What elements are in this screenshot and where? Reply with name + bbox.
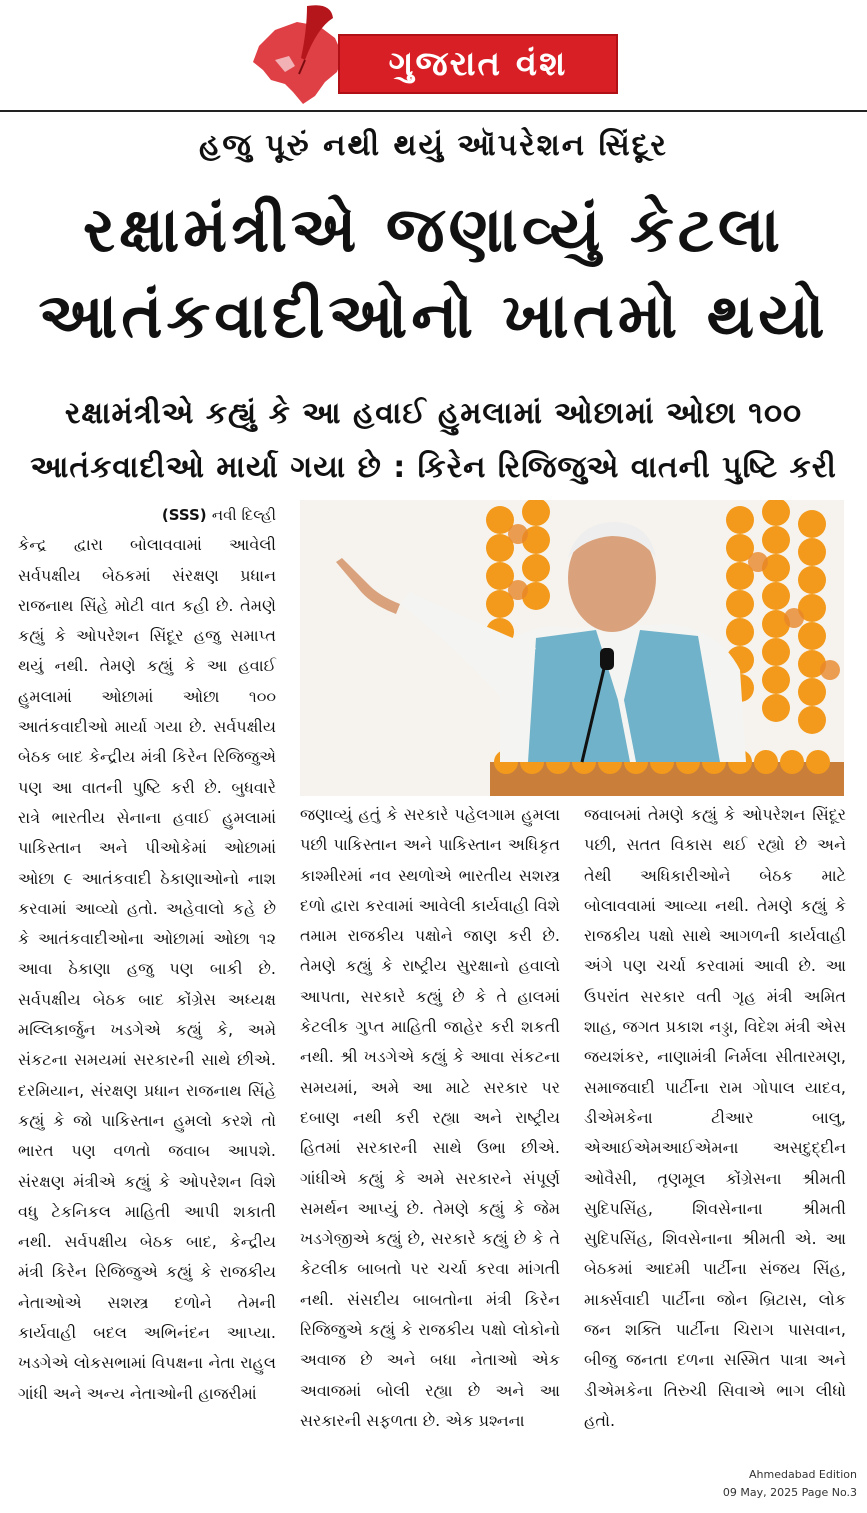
edition-label: Ahmedabad Edition — [749, 1468, 857, 1481]
dateline — [18, 500, 276, 530]
headline-kicker: હજુ પૂરું નથી થયું ઑપરેશન સિંદૂર — [199, 128, 668, 163]
news-source: (SSS) — [161, 506, 207, 524]
article-text-col1: કેન્દ્ર દ્વારા બોલાવવામાં આવેલી સર્વપક્ષીય બેઠકમાં સંરક્ષણ પ્રધાન રાજનાથ સિંહે મોટી વાત કહી છે. તેમણે કહ્યું કે ઓપરેશન સિંદૂર હજુ સમાપ્ત થયું નથી. તેમણે કહ્યું કે આ હવાઈ હુમલામાં ઓછામાં ઓછા ૧૦૦ આતંકવાદીઓ માર્યા ગયા છે. સર્વપક્ષીય બેઠક બાદ કેન્દ્રીય મંત્રી કિરેન રિજિજુએ પણ આ વાતની પુષ્ટિ કરી છે. બુધવારે રાત્રે ભારતીય સેનાના હવાઈ હુમલામાં પાકિસ્તાન અને પીઓકેમાં ઓછામાં ઓછા ૯ આતંકવાદી ઠેકાણાઓનો નાશ કરવામાં આવ્યો હતો. અહેવાલો કહે છે કે આતંકવાદીઓના ઓછામાં ઓછા ૧૨ આવા ઠેકાણા હજુ પણ બાકી છે. સર્વપક્ષીય બેઠક બાદ કોંગ્રેસ અધ્યક્ષ મલ્લિકાર્જુન ખડગેએ કહ્યું કે, અમે સંકટના સમયમાં સરકારની સાથે છીએ. દરમિયાન, સંરક્ષણ પ્રધાન રાજનાથ સિંહે કહ્યું કે જો પાકિસ્તાન હુમલો કરશે તો ભારત પણ વળતો જવાબ આપશે. સંરક્ષણ મંત્રીએ કહ્યું કે ઓપરેશન વિશે વધુ ટેકનિકલ માહિતી આપી શકાતી નથી. સર્વપક્ષીય બેઠક બાદ, કેન્દ્રીય મંત્રી કિરેન રિજિજુએ કહ્યું કે રાજકીય નેતાઓએ સશસ્ત્ર દળોને તેમની કાર્યવાહી બદલ અભિનંદન આપ્યા. ખડગેએ લોકસભામાં વિપક્ષના નેતા રાહુલ ગાંધી અને અન્ય નેતાઓની હાજરીમાં — [18, 535, 276, 1403]
article-column-3 — [584, 800, 846, 1436]
article-text-col2: જણાવ્યું હતું કે સરકારે પહેલગામ હુમલા પછી પાકિસ્તાન અને પાકિસ્તાન અધિકૃત કાશ્મીરમાં નવ સ્થળોએ ભારતીય સશસ્ત્ર દળો દ્વારા કરવામાં આવેલી કાર્યવાહી વિશે તમામ રાજકીય પક્ષોને જાણ કરી છે. તેમણે કહ્યું કે રાષ્ટ્રીય સુરક્ષાનો હવાલો આપતા, સરકારે કહ્યું છે કે તે હાલમાં કેટલીક ગુપ્ત માહિતી જાહેર કરી શકતી નથી. શ્રી ખડગેએ કહ્યું કે આવા સંકટના સમયમાં, અમે આ માટે સરકાર પર દબાણ નથી કરી રહ્યા અને રાષ્ટ્રીય હિતમાં સરકારની સાથે ઉભા છીએ. ગાંધીએ કહ્યું કે અમે સરકારને સંપૂર્ણ સમર્થન આપ્યું છે. તેમણે કહ્યું કે જેમ ખડગેજીએ કહ્યું છે, સરકારે કહ્યું છે કે તે કેટલીક બાબતો પર ચર્ચા કરવા માંગતી નથી. સંસદીય બાબતોના મંત્રી કિરેન રિજિજુએ કહ્યું કે રાજકીય પક્ષો લોકોનો અવાજ છે અને બધા નેતાઓ એક અવાજમાં બોલી રહ્યા છે અને આ સરકારની સફળતા છે. એક પ્રશ્નના — [300, 805, 560, 1430]
article-column-2 — [300, 800, 560, 1436]
page-footer — [723, 1466, 857, 1502]
article-text-col3: જવાબમાં તેમણે કહ્યું કે ઓપરેશન સિંદૂર પછી, સતત વિકાસ થઈ રહ્યો છે અને તેથી અધિકારીઓને બેઠક માટે બોલાવવામાં આવ્યા નથી. તેમણે કહ્યું કે રાજકીય પક્ષો સાથે આગળની કાર્યવાહી અંગે પણ ચર્ચા કરવામાં આવી છે. આ ઉપરાંત સરકાર વતી ગૃહ મંત્રી અમિત શાહ, જગત પ્રકાશ નડ્ડા, વિદેશ મંત્રી એસ જયશંકર, નાણામંત્રી નિર્મલા સીતારમણ, સમાજવાદી પાર્ટીના રામ ગોપાલ યાદવ, ડીએમકેના ટીઆર બાલુ, એઆઈએમઆઈએમના અસદુદ્દીન ઓવૈસી, તૃણમૂલ કોંગ્રેસના શ્રીમતી સુદિપસિંહ, શિવસેનાના શ્રીમતી સુદિપસિંહ, શિવસેનાના શ્રીમતી એ. આ બેઠકમાં આદમી પાર્ટીના સંજય સિંહ, માર્ક્સવાદી પાર્ટીના જોન બ્રિટાસ, લોક જન શક્તિ પાર્ટીના ચિરાગ પાસવાન, બીજુ જનતા દળના સસ્મિત પાત્રા અને ડીએમકેના તિરુચી સિવાએ ભાગ લીધો હતો. — [584, 805, 846, 1430]
article-column-1 — [18, 500, 276, 1409]
header-rule — [0, 110, 867, 112]
minister-speaking-photo — [300, 500, 844, 796]
headline-line-2: આતંકવાદીઓનો ખાતમો થયો — [38, 279, 829, 352]
date-page-label: 09 May, 2025 Page No.3 — [722, 1486, 857, 1499]
dateline-city: નવી દિલ્હી — [211, 506, 276, 524]
news-photo — [300, 500, 844, 796]
newspaper-brand: ગુજરાત વંશ — [338, 34, 618, 94]
headline-line-1: રક્ષામંત્રીએ જણાવ્યું કેટલા — [83, 193, 784, 266]
subheadline-line-2: આતંકવાદીઓ માર્યા ગયા છે : કિરેન રિજિજુએ વાતની પુષ્ટિ કરી — [30, 450, 837, 485]
subheadline-line-1: રક્ષામંત્રીએ કહ્યું કે આ હવાઈ હુમલામાં ઓછામાં ઓછા ૧૦૦ — [64, 396, 803, 431]
masthead — [0, 0, 867, 112]
